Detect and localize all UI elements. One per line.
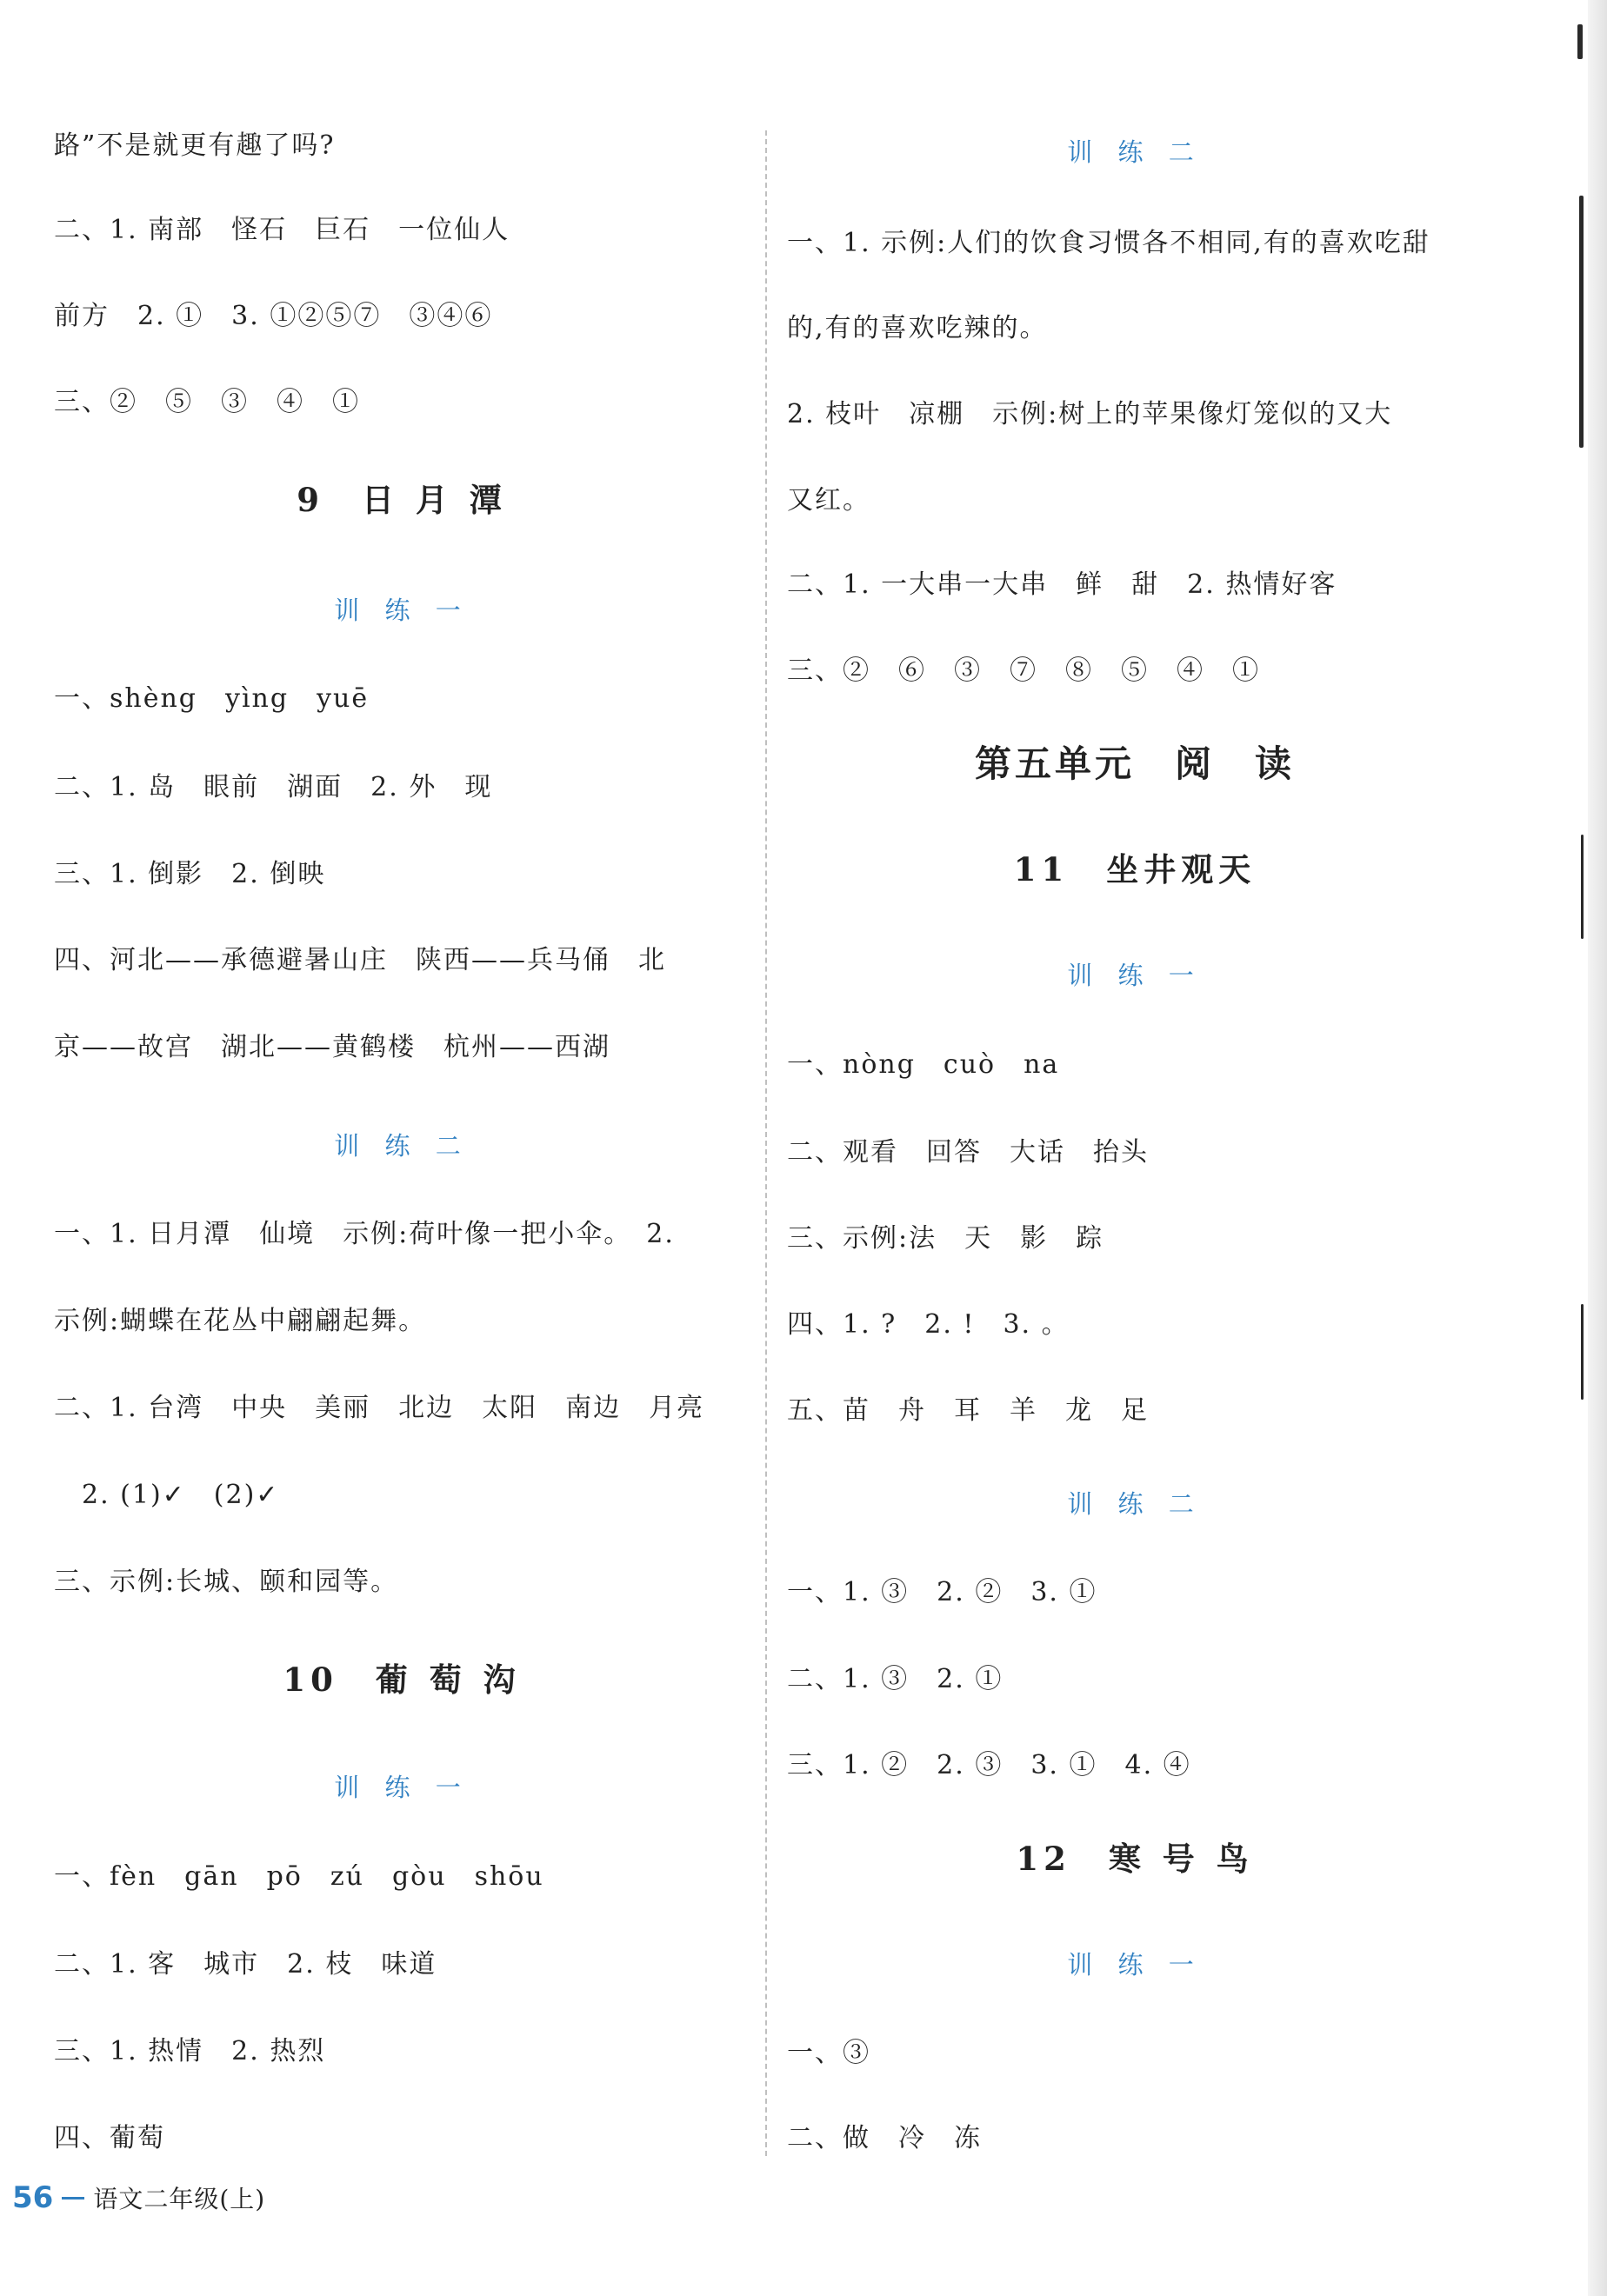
answer-line: 2. (1)✓ (2)✓ <box>82 1480 280 1510</box>
answer-line: 二、做 冷 冻 <box>787 2123 982 2153</box>
answer-line: 前方 2. ① 3. ①②⑤⑦ ③④⑥ <box>54 301 493 331</box>
answer-line: 一、1. ③ 2. ② 3. ① <box>787 1577 1097 1607</box>
page-edge-shadow <box>1588 0 1607 2296</box>
scan-mark <box>1579 196 1584 448</box>
answer-line: 三、1. 热情 2. 热烈 <box>54 2036 326 2066</box>
answer-line: 四、1. ? 2. ! 3. 。 <box>787 1309 1070 1340</box>
answer-line: 又红。 <box>787 485 870 516</box>
answer-line: 一、fèn gān pō zú gòu shōu <box>54 1861 544 1892</box>
lesson-title: 12 寒 号 鸟 <box>1016 1840 1254 1878</box>
answer-line: 示例:蝴蝶在花丛中翩翩起舞。 <box>54 1306 427 1336</box>
answer-line: 四、葡萄 <box>54 2123 165 2153</box>
unit-title: 第五单元 阅 读 <box>974 742 1295 785</box>
answer-line: 二、1. 南部 怪石 巨石 一位仙人 <box>54 215 510 245</box>
page-footer <box>12 2179 265 2217</box>
training-heading: 训 练 二 <box>334 1131 470 1161</box>
answer-line: 二、1. 岛 眼前 湖面 2. 外 现 <box>54 772 493 802</box>
answer-line: 一、1. 日月潭 仙境 示例:荷叶像一把小伞。 2. <box>54 1219 675 1249</box>
lesson-title: 10 葡 萄 沟 <box>283 1660 521 1699</box>
answer-line: 三、② ⑤ ③ ④ ① <box>54 387 360 417</box>
footer-dash <box>62 2197 84 2200</box>
training-heading: 训 练 一 <box>1067 1950 1203 1980</box>
column-divider <box>765 130 767 2156</box>
answer-line: 二、观看 回答 大话 抬头 <box>787 1137 1149 1168</box>
scan-mark <box>1577 24 1583 59</box>
book-title: 语文二年级(上) <box>93 2185 266 2213</box>
training-heading: 训 练 一 <box>334 596 470 625</box>
answer-line: 五、苗 舟 耳 羊 龙 足 <box>787 1395 1149 1426</box>
training-heading: 训 练 一 <box>334 1773 470 1802</box>
page-number: 56 <box>12 2180 54 2215</box>
scan-mark <box>1581 835 1584 939</box>
scan-mark <box>1581 1304 1584 1400</box>
answer-line: 一、shèng yìng yuē <box>54 683 370 714</box>
answer-line: 三、示例:法 天 影 踪 <box>787 1223 1104 1254</box>
answer-line: 京——故宫 湖北——黄鹤楼 杭州——西湖 <box>54 1032 610 1062</box>
answer-line: 的,有的喜欢吃辣的。 <box>787 313 1048 343</box>
answer-line: 三、1. ② 2. ③ 3. ① 4. ④ <box>787 1750 1191 1780</box>
answer-line: 三、② ⑥ ③ ⑦ ⑧ ⑤ ④ ① <box>787 656 1260 686</box>
training-heading: 训 练 二 <box>1067 137 1203 167</box>
lesson-title: 11 坐井观天 <box>1013 850 1257 888</box>
answer-line: 二、1. ③ 2. ① <box>787 1664 1004 1694</box>
answer-line: 2. 枝叶 凉棚 示例:树上的苹果像灯笼似的又大 <box>787 399 1393 429</box>
answer-line: 路”不是就更有趣了吗? <box>54 130 336 161</box>
answer-line: 一、③ <box>787 2038 870 2068</box>
answer-line: 一、1. 示例:人们的饮食习惯各不相同,有的喜欢吃甜 <box>787 228 1430 258</box>
training-heading: 训 练 二 <box>1067 1489 1203 1519</box>
training-heading: 训 练 一 <box>1067 961 1203 990</box>
answer-line: 二、1. 台湾 中央 美丽 北边 太阳 南边 月亮 <box>54 1393 705 1423</box>
answer-line: 二、1. 客 城市 2. 枝 味道 <box>54 1949 437 1980</box>
answer-line: 三、示例:长城、颐和园等。 <box>54 1567 399 1597</box>
answer-line: 一、nòng cuò na <box>787 1049 1060 1080</box>
answer-line: 三、1. 倒影 2. 倒映 <box>54 859 326 889</box>
answer-line: 四、河北——承德避暑山庄 陕西——兵马俑 北 <box>54 945 666 975</box>
answer-line: 二、1. 一大串一大串 鲜 甜 2. 热情好客 <box>787 569 1337 600</box>
lesson-title: 9 日 月 潭 <box>297 481 507 519</box>
